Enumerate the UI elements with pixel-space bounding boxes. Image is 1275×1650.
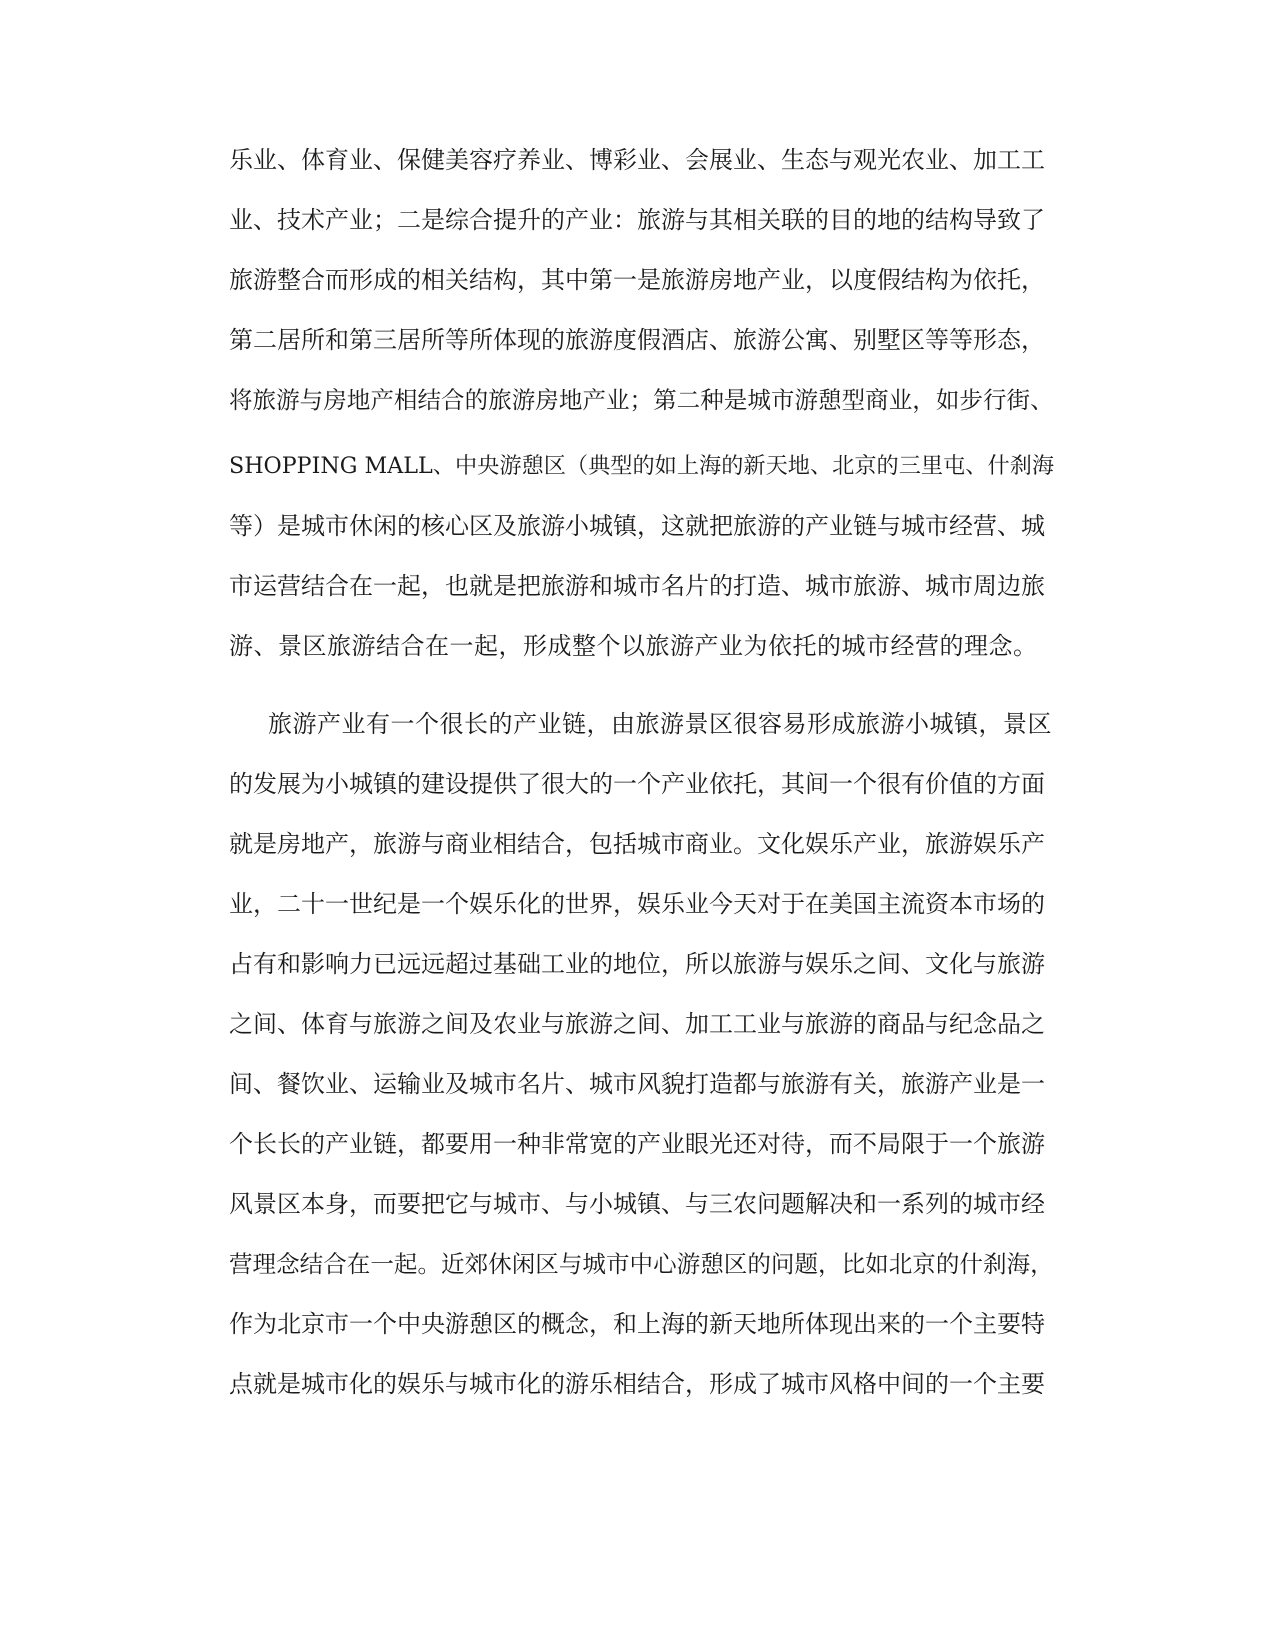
paragraph-1-line-4: 第二居所和第三居所等所体现的旅游度假酒店、旅游公寓、别墅区等等形态， [229,326,1045,354]
paragraph-1-line-9: 游、景区旅游结合在一起，形成整个以旅游产业为依托的城市经营的理念。 [229,632,1038,660]
paragraph-1-line-7: 等）是城市休闲的核心区及旅游小城镇，这就把旅游的产业链与城市经营、城 [229,512,1045,540]
paragraph-2-line-8: 个长长的产业链，都要用一种非常宽的产业眼光还对待，而不局限于一个旅游 [229,1130,1045,1158]
paragraph-2-line-6: 之间、体育与旅游之间及农业与旅游之间、加工工业与旅游的商品与纪念品之 [229,1010,1045,1038]
paragraph-1-line-5: 将旅游与房地产相结合的旅游房地产业；第二种是城市游憩型商业，如步行街、 [229,386,1054,414]
paragraph-2-line-11: 作为北京市一个中央游憩区的概念，和上海的新天地所体现出来的一个主要特 [229,1310,1045,1338]
paragraph-1-line-3: 旅游整合而形成的相关结构，其中第一是旅游房地产业，以度假结构为依托， [229,266,1045,294]
paragraph-2-line-12: 点就是城市化的娱乐与城市化的游乐相结合，形成了城市风格中间的一个主要 [229,1370,1045,1398]
paragraph-2-line-5: 占有和影响力已远远超过基础工业的地位，所以旅游与娱乐之间、文化与旅游 [229,950,1045,978]
paragraph-2-line-10: 营理念结合在一起。近郊休闲区与城市中心游憩区的问题，比如北京的什刹海， [229,1250,1054,1278]
paragraph-1-line-2: 业、技术产业；二是综合提升的产业：旅游与其相关联的目的地的结构导致了 [229,206,1045,234]
paragraph-2-line-9: 风景区本身，而要把它与城市、与小城镇、与三农问题解决和一系列的城市经 [229,1190,1045,1218]
paragraph-2-line-2: 的发展为小城镇的建设提供了很大的一个产业依托，其间一个很有价值的方面 [229,770,1045,798]
paragraph-1-line-1: 乐业、体育业、保健美容疗养业、博彩业、会展业、生态与观光农业、加工工 [229,146,1045,174]
paragraph-2-line-4: 业，二十一世纪是一个娱乐化的世界，娱乐业今天对于在美国主流资本市场的 [229,890,1045,918]
paragraph-2-line-7: 间、餐饮业、运输业及城市名片、城市风貌打造都与旅游有关，旅游产业是一 [229,1070,1045,1098]
paragraph-1-line-8: 市运营结合在一起，也就是把旅游和城市名片的打造、城市旅游、城市周边旅 [229,572,1045,600]
paragraph-2-line-1: 旅游产业有一个很长的产业链，由旅游景区很容易形成旅游小城镇，景区 [268,710,1052,738]
paragraph-1-line-6: SHOPPING MALL、中央游憩区（典型的如上海的新天地、北京的三里屯、什刹海 [229,453,1055,479]
paragraph-2-line-3: 就是房地产，旅游与商业相结合，包括城市商业。文化娱乐产业，旅游娱乐产 [229,830,1045,858]
